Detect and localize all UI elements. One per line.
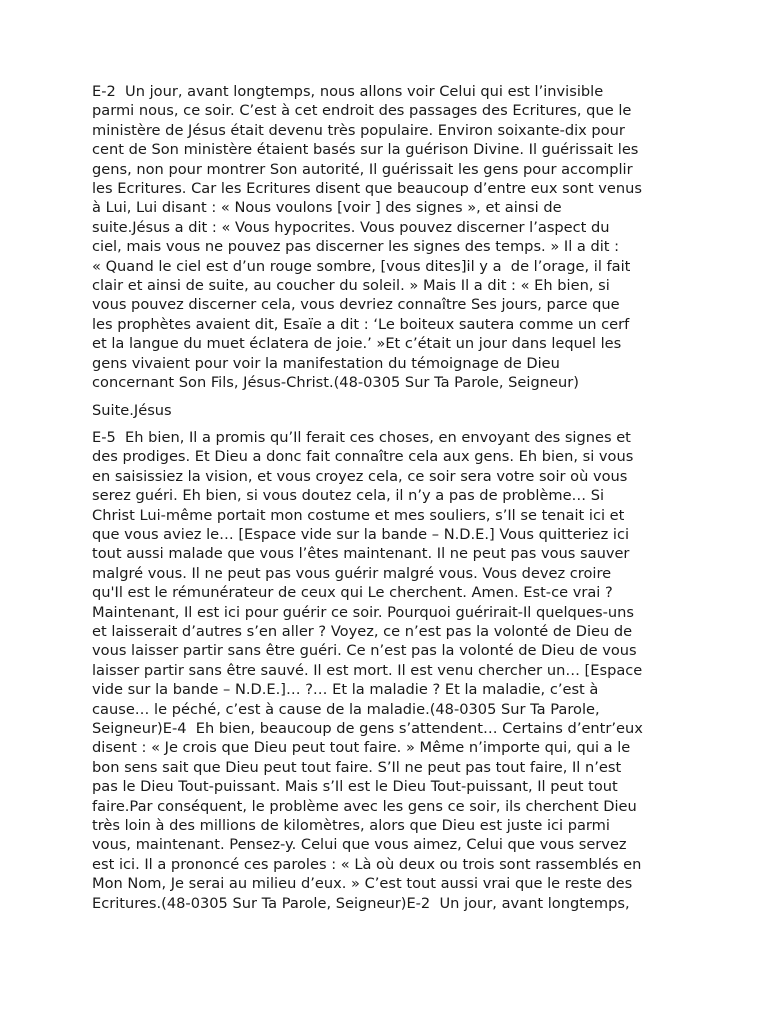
paragraph-e2: E-2 Un jour, avant longtemps, nous allons voir Celui qui est l’invisible parmi nous, ce soir. C’est à cet endroit des passages des Ecritures, que le ministère de Jésus était devenu très populaire. Environ soixante-dix pour cent de Son ministère étaient basés sur la guérison Divine. Il guérissait les gens, non pour montrer Son autorité, Il guérissait les gens pour accomplir les Ecritures. Car les Ecritures disent que beaucoup d’entre eux sont venus à Lui, Lui disant : « Nous voulons [voir ] des signes », et ainsi de suite.Jésus a dit : « Vous hypocrites. Vous pouvez discerner l’aspect du ciel, mais vous ne pouvez pas discerner les signes des temps. » Il a dit : « Quand le ciel est d’un rouge sombre, [vous dites]il y a de l’orage, il fait clair et ainsi de suite, au coucher du soleil. » Mais Il a dit : « Eh bien, si vous pouvez discerner cela, vous devriez connaître Ses jours, parce que les prophètes avaient dit, Esaïe a dit : ‘Le boiteux sautera comme un cerf et la langue du muet éclatera de joie.’ »Et c’était un jour dans lequel les gens vivaient pour voir la manifestation du témoignage de Dieu concernant Son Fils, Jésus-Christ.(48-0305 Sur Ta Parole, Seigneur) xyxy=(92,83,642,392)
paragraph-e5: E-5 Eh bien, Il a promis qu’Il ferait ces choses, en envoyant des signes et des prodiges. Et Dieu a donc fait connaître cela aux gens. Eh bien, si vous en saisissiez la vision, et vous croyez cela, ce soir sera votre soir où vous serez guéri. Eh bien, si vous doutez cela, il n’y a pas de problème… Si Christ Lui-même portait mon costume et mes souliers, s’Il se tenait ici et que vous aviez le… [Espace vide sur la bande – N.D.E.] Vous quitteriez ici tout aussi malade que vous l’êtes maintenant. Il ne peut pas vous sauver malgré vous. Il ne peut pas vous guérir malgré vous. Vous devez croire qu'Il est le rémunérateur de ceux qui Le cherchent. Amen. Est-ce vrai ? Maintenant, Il est ici pour guérir ce soir. Pourquoi guérirait-Il quelques-uns et laisserait d’autres s’en aller ? Voyez, ce n’est pas la volonté de Dieu de vous laisser partir sans être guéri. Ce n’est pas la volonté de Dieu de vous laisser partir sans être sauvé. Il est mort. Il est venu chercher un… [Espace vide sur la bande – N.D.E.]… ?… Et la maladie ? Et la maladie, c’est à cause… le péché, c’est à cause de la maladie.(48-0305 Sur Ta Parole, Seigneur)E-4 Eh bien, beaucoup de gens s’attendent… Certains d’entr’eux disent : « Je crois que Dieu peut tout faire. » Même n’importe qui, qui a le bon sens sait que Dieu peut tout faire. S’Il ne peut pas tout faire, Il n’est pas le Dieu Tout-puissant. Mais s’Il est le Dieu Tout-puissant, Il peut tout faire.Par conséquent, le problème avec les gens ce soir, ils cherchent Dieu très loin à des millions de kilomètres, alors que Dieu est juste ici parmi vous, maintenant. Pensez-y. Celui que vous aimez, Celui que vous servez est ici. Il a prononcé ces paroles : « Là où deux ou trois sont rassemblés en Mon Nom, Je serai au milieu d’eux. » C’est tout aussi vrai que le reste des Ecritures.(48-0305 Sur Ta Parole, Seigneur)E-2 Un jour, avant longtemps, xyxy=(92,428,643,912)
document-page xyxy=(92,82,682,921)
paragraph-suite-jesus: Suite.Jésus xyxy=(92,401,172,419)
